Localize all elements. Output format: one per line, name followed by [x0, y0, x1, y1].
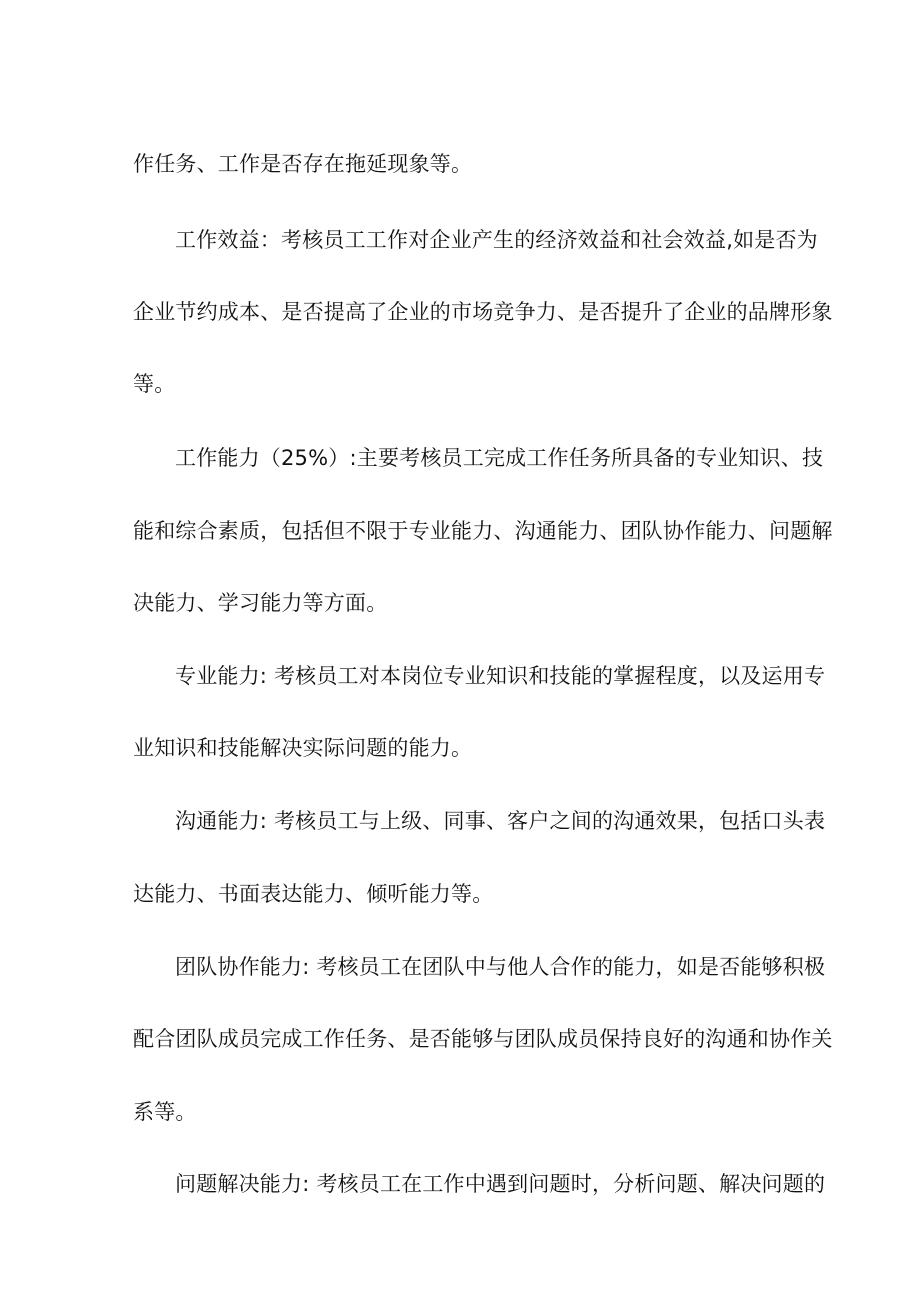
text-line: 沟通能力: 考核员工与上级、同事、客户之间的沟通效果，包括口头表 — [175, 809, 826, 833]
text-line: 问题解决能力: 考核员工在工作中遇到问题时，分析问题、解决问题的 — [175, 1172, 826, 1196]
text-line: 系等。 — [133, 1100, 197, 1124]
text-line: 团队协作能力: 考核员工在团队中与他人合作的能力，如是否能够积极 — [175, 955, 826, 979]
text-line: 工作效益：考核员工工作对企业产生的经济效益和社会效益,如是否为 — [175, 228, 818, 252]
text-line: 决能力、学习能力等方面。 — [133, 591, 388, 615]
text-line: 能和综合素质，包括但不限于专业能力、沟通能力、团队协作能力、问题解 — [133, 519, 833, 543]
text-line: 专业能力: 考核员工对本岗位专业知识和技能的掌握程度，以及运用专 — [175, 664, 826, 688]
text-line: 企业节约成本、是否提高了企业的市场竞争力、是否提升了企业的品牌形象 — [133, 300, 833, 324]
text-line: 工作能力（25%）:主要考核员工完成工作任务所具备的专业知识、技 — [175, 446, 824, 470]
text-line: 达能力、书面表达能力、倾听能力等。 — [133, 882, 494, 906]
text-line: 等。 — [133, 372, 176, 396]
text-line: 业知识和技能解决实际问题的能力。 — [133, 736, 473, 760]
text-line: 配合团队成员完成工作任务、是否能够与团队成员保持良好的沟通和协作关 — [133, 1027, 833, 1051]
text-line: 作任务、工作是否存在拖延现象等。 — [133, 152, 473, 176]
